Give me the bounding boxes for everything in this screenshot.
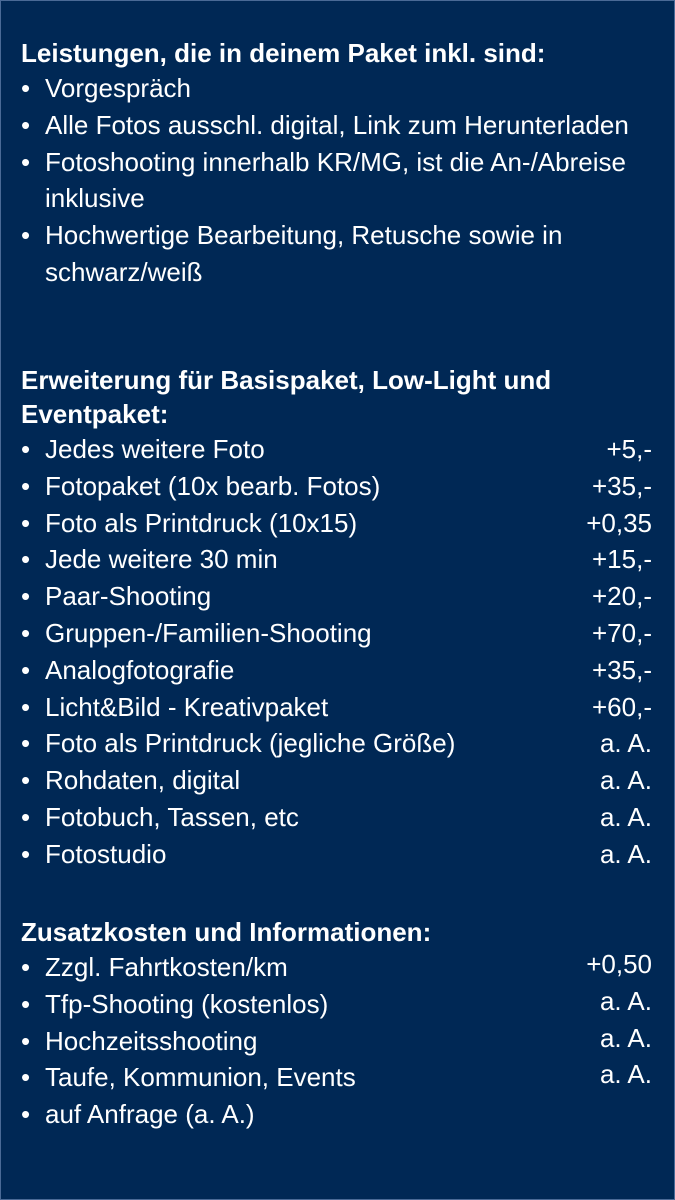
bullet-icon: • xyxy=(21,952,31,982)
item-label: Fotostudio xyxy=(45,838,167,869)
item-label: Tfp-Shooting (kostenlos) xyxy=(45,988,329,1019)
bullet-icon: • xyxy=(21,617,31,648)
bullet-icon: • xyxy=(21,988,31,1019)
bullet-icon: • xyxy=(21,73,31,103)
item-label: Analogfotografie xyxy=(45,654,235,685)
additional-costs-section xyxy=(21,915,652,1133)
item-price: a. A. xyxy=(599,1059,652,1090)
item-price: +0,50 xyxy=(586,949,652,979)
item-label: Fotoshooting innerhalb KR/MG, ist die An-/Abreise inklusive xyxy=(45,146,626,214)
list-item xyxy=(21,70,652,107)
item-label: Alle Fotos ausschl. digital, Link zum Herunterladen xyxy=(45,109,629,140)
bullet-icon: • xyxy=(21,838,31,869)
bullet-icon: • xyxy=(21,434,31,464)
bullet-icon: • xyxy=(21,1062,31,1093)
item-price: +5,- xyxy=(606,434,652,464)
item-label: Gruppen-/Familien-Shooting xyxy=(45,617,372,648)
item-price: +15,- xyxy=(592,544,652,575)
item-price: a. A. xyxy=(599,838,652,869)
item-label: Licht&Bild - Kreativpaket xyxy=(45,691,329,722)
item-label: Fotopaket (10x bearb. Fotos) xyxy=(45,470,381,501)
price-row xyxy=(21,652,652,689)
item-price: a. A. xyxy=(599,728,652,759)
bullet-icon: • xyxy=(21,581,31,612)
bullet-icon: • xyxy=(21,470,31,501)
extensions-heading: Erweiterung für Basispaket, Low-Light und Eventpaket: xyxy=(21,365,552,429)
item-label: Paar-Shooting xyxy=(45,581,212,612)
additional-costs-heading: Zusatzkosten und Informationen: xyxy=(21,917,432,947)
item-price: +0,35 xyxy=(586,507,652,538)
price-row xyxy=(21,799,652,836)
list-item xyxy=(21,144,652,218)
bullet-icon: • xyxy=(21,507,31,538)
included-services-list xyxy=(21,70,652,291)
item-label: Foto als Printdruck (jegliche Größe) xyxy=(45,728,456,759)
item-price: +60,- xyxy=(592,691,652,722)
item-label: Vorgespräch xyxy=(45,73,191,103)
bullet-icon: • xyxy=(21,765,31,796)
list-item xyxy=(21,107,652,144)
list-item xyxy=(21,1023,652,1060)
item-price: +35,- xyxy=(592,654,652,685)
bullet-icon: • xyxy=(21,728,31,759)
bullet-icon: • xyxy=(21,801,31,832)
item-price: a. A. xyxy=(599,801,652,832)
item-label: Taufe, Kommunion, Events xyxy=(45,1062,356,1093)
bullet-icon: • xyxy=(21,691,31,722)
price-row xyxy=(21,505,652,542)
list-item xyxy=(21,1059,652,1096)
price-row xyxy=(21,541,652,578)
item-label: auf Anfrage (a. A.) xyxy=(45,1099,255,1130)
bullet-icon: • xyxy=(21,1025,31,1056)
list-item xyxy=(21,949,652,986)
additional-costs-prices xyxy=(586,946,652,1093)
bullet-icon: • xyxy=(21,109,31,140)
item-label: Hochzeitsshooting xyxy=(45,1025,258,1056)
item-label: Fotobuch, Tassen, etc xyxy=(45,801,299,832)
item-label: Rohdaten, digital xyxy=(45,765,241,796)
price-row xyxy=(21,615,652,652)
item-price: a. A. xyxy=(599,765,652,796)
item-label: Jedes weitere Foto xyxy=(45,434,265,464)
extensions-list xyxy=(21,431,652,873)
price-row xyxy=(21,762,652,799)
item-label: Zzgl. Fahrtkosten/km xyxy=(45,952,288,982)
bullet-icon: • xyxy=(21,220,31,251)
price-row xyxy=(21,468,652,505)
price-row xyxy=(21,836,652,873)
bullet-icon: • xyxy=(21,544,31,575)
bullet-icon: • xyxy=(21,1099,31,1130)
included-services-section xyxy=(21,36,652,291)
included-services-heading: Leistungen, die in deinem Paket inkl. sind: xyxy=(21,38,546,68)
item-price: +20,- xyxy=(592,581,652,612)
item-label: Hochwertige Bearbeitung, Retusche sowie in schwarz/weiß xyxy=(45,220,563,287)
price-row xyxy=(21,725,652,762)
item-label: Jede weitere 30 min xyxy=(45,544,278,575)
additional-costs-list xyxy=(21,949,652,1133)
item-label: Foto als Printdruck (10x15) xyxy=(45,507,358,538)
item-price: a. A. xyxy=(599,985,652,1016)
bullet-icon: • xyxy=(21,654,31,685)
bullet-icon: • xyxy=(21,146,31,177)
extensions-section xyxy=(21,363,652,873)
item-price: +35,- xyxy=(592,470,652,501)
list-item xyxy=(21,1096,652,1133)
list-item xyxy=(21,217,652,291)
item-price: +70,- xyxy=(592,617,652,648)
price-row xyxy=(21,689,652,726)
list-item xyxy=(21,986,652,1023)
price-row xyxy=(21,431,652,468)
item-price: a. A. xyxy=(599,1022,652,1053)
price-row xyxy=(21,578,652,615)
